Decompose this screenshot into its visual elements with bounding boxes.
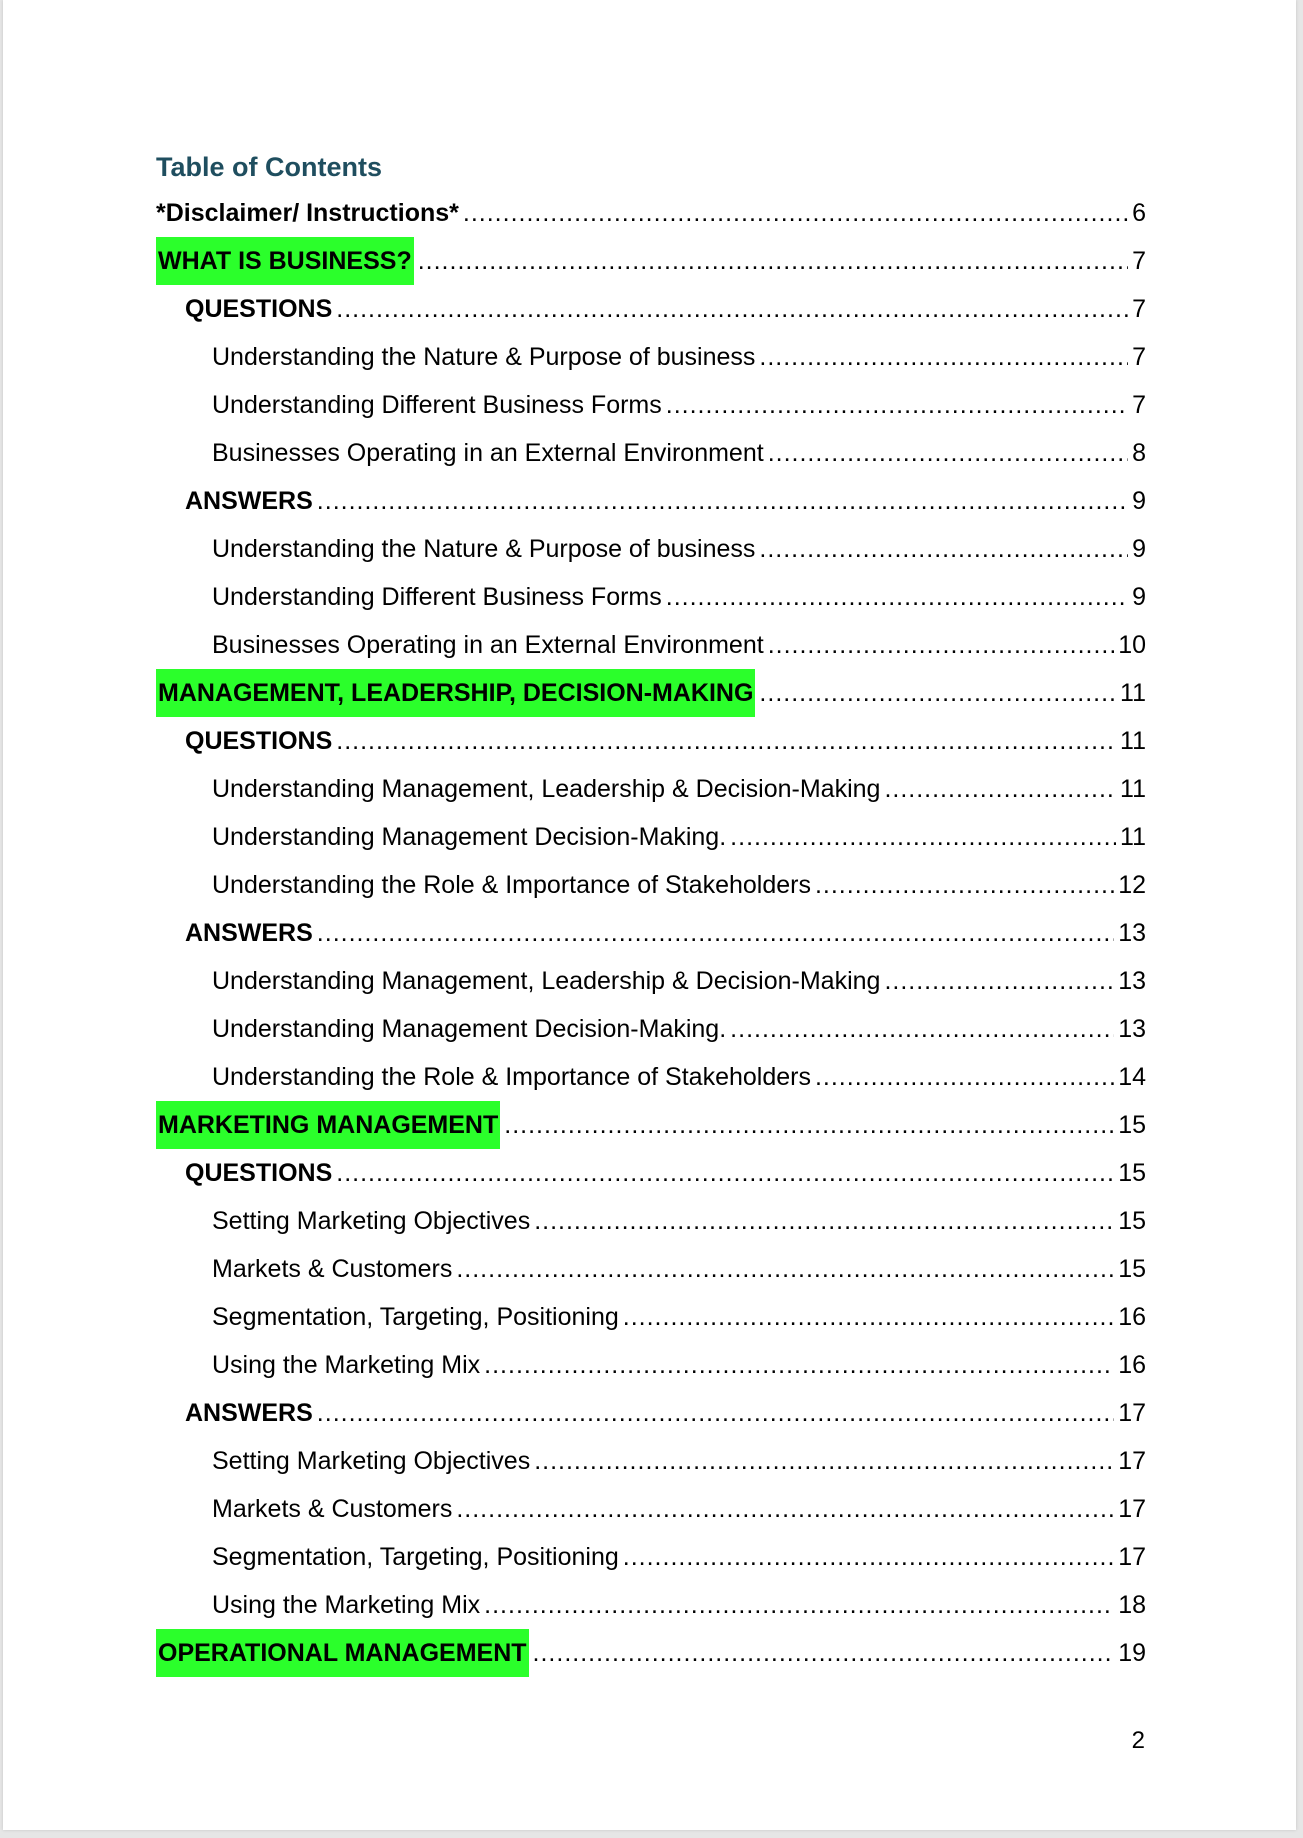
toc-entry[interactable] — [156, 1005, 1146, 1053]
toc-dot-leader — [418, 237, 1128, 285]
toc-entry-label: *Disclaimer/ Instructions* — [156, 199, 459, 227]
toc-dot-leader — [730, 813, 1116, 861]
toc-dot-leader — [730, 1005, 1114, 1053]
toc-entry[interactable] — [156, 717, 1146, 765]
toc-dot-leader — [768, 429, 1128, 477]
toc-dot-leader — [336, 717, 1116, 765]
toc-entry[interactable] — [156, 1341, 1146, 1389]
toc-dot-leader — [336, 1149, 1114, 1197]
toc-entry-page-number: 18 — [1118, 1591, 1146, 1619]
toc-entry[interactable] — [156, 765, 1146, 813]
toc-entry-label: Understanding Different Business Forms — [212, 391, 662, 419]
toc-entry-label: Segmentation, Targeting, Positioning — [212, 1303, 619, 1331]
toc-entry-label: MARKETING MANAGEMENT — [156, 1101, 500, 1149]
toc-entry-page-number: 7 — [1132, 247, 1146, 275]
toc-entry-page-number: 7 — [1132, 343, 1146, 371]
toc-entry-page-number: 9 — [1132, 487, 1146, 515]
toc-entry[interactable] — [156, 669, 1146, 717]
toc-list — [156, 189, 1146, 1677]
toc-dot-leader — [317, 909, 1114, 957]
toc-entry-label: ANSWERS — [185, 1399, 313, 1427]
toc-entry-label: OPERATIONAL MANAGEMENT — [156, 1629, 529, 1677]
toc-entry-label: Setting Marketing Objectives — [212, 1207, 531, 1235]
toc-dot-leader — [456, 1485, 1114, 1533]
toc-entry[interactable] — [156, 1197, 1146, 1245]
toc-entry-label: ANSWERS — [185, 919, 313, 947]
toc-entry[interactable] — [156, 381, 1146, 429]
toc-entry-page-number: 17 — [1118, 1399, 1146, 1427]
toc-dot-leader — [456, 1245, 1114, 1293]
toc-entry-label: Markets & Customers — [212, 1255, 453, 1283]
toc-entry[interactable] — [156, 1293, 1146, 1341]
toc-entry-page-number: 11 — [1120, 823, 1146, 851]
toc-entry-label: Businesses Operating in an External Environment — [212, 631, 764, 659]
toc-entry[interactable] — [156, 1101, 1146, 1149]
toc-dot-leader — [623, 1533, 1114, 1581]
toc-entry-page-number: 7 — [1132, 391, 1146, 419]
toc-entry[interactable] — [156, 429, 1146, 477]
toc-dot-leader — [815, 1053, 1114, 1101]
toc-entry-page-number: 12 — [1118, 871, 1146, 899]
toc-entry-label: Setting Marketing Objectives — [212, 1447, 531, 1475]
toc-entry-label: Understanding Management Decision-Making. — [212, 1015, 727, 1043]
toc-entry[interactable] — [156, 813, 1146, 861]
toc-entry-page-number: 14 — [1118, 1063, 1146, 1091]
toc-entry[interactable] — [156, 1437, 1146, 1485]
toc-entry[interactable] — [156, 333, 1146, 381]
toc-entry-label: ANSWERS — [185, 487, 313, 515]
toc-dot-leader — [815, 861, 1114, 909]
toc-entry-label: Using the Marketing Mix — [212, 1351, 481, 1379]
toc-entry[interactable] — [156, 237, 1146, 285]
toc-dot-leader — [759, 669, 1116, 717]
toc-dot-leader — [623, 1293, 1114, 1341]
toc-entry-page-number: 15 — [1118, 1159, 1146, 1187]
toc-dot-leader — [336, 285, 1128, 333]
toc-entry-label: Understanding Management Decision-Making. — [212, 823, 727, 851]
toc-entry[interactable] — [156, 573, 1146, 621]
toc-dot-leader — [533, 1629, 1115, 1677]
toc-dot-leader — [884, 957, 1114, 1005]
toc-entry-page-number: 10 — [1118, 631, 1146, 659]
toc-entry-page-number: 6 — [1132, 199, 1146, 227]
toc-dot-leader — [666, 573, 1128, 621]
page-number: 2 — [1131, 1727, 1145, 1754]
toc-dot-leader — [484, 1581, 1114, 1629]
toc-entry-label: Understanding Different Business Forms — [212, 583, 662, 611]
toc-entry-page-number: 17 — [1118, 1447, 1146, 1475]
toc-dot-leader — [759, 333, 1128, 381]
toc-entry-label: WHAT IS BUSINESS? — [156, 237, 414, 285]
toc-entry-label: Understanding Management, Leadership & Decision-Making — [212, 775, 881, 803]
toc-entry[interactable] — [156, 525, 1146, 573]
toc-dot-leader — [317, 477, 1128, 525]
toc-entry-page-number: 11 — [1120, 775, 1146, 803]
toc-entry-label: Markets & Customers — [212, 1495, 453, 1523]
toc-entry[interactable] — [156, 285, 1146, 333]
toc-entry[interactable] — [156, 477, 1146, 525]
toc-entry-page-number: 11 — [1120, 727, 1146, 755]
toc-dot-leader — [484, 1341, 1114, 1389]
toc-entry[interactable] — [156, 957, 1146, 1005]
toc-entry-page-number: 15 — [1118, 1255, 1146, 1283]
toc-dot-leader — [768, 621, 1115, 669]
toc-entry-label: Segmentation, Targeting, Positioning — [212, 1543, 619, 1571]
toc-entry-page-number: 17 — [1118, 1495, 1146, 1523]
toc-dot-leader — [463, 189, 1128, 237]
toc-entry[interactable] — [156, 1053, 1146, 1101]
toc-entry-label: QUESTIONS — [185, 1159, 333, 1187]
toc-entry-page-number: 7 — [1132, 295, 1146, 323]
toc-dot-leader — [534, 1437, 1114, 1485]
toc-entry-page-number: 8 — [1132, 439, 1146, 467]
toc-entry-page-number: 19 — [1118, 1639, 1146, 1667]
toc-entry[interactable] — [156, 1485, 1146, 1533]
toc-entry[interactable] — [156, 1389, 1146, 1437]
toc-entry-label: Understanding the Role & Importance of Stakeholders — [212, 871, 811, 899]
toc-entry-label: Understanding the Nature & Purpose of business — [212, 535, 756, 563]
toc-entry[interactable] — [156, 1533, 1146, 1581]
toc-title: Table of Contents — [156, 152, 382, 182]
toc-entry-label: MANAGEMENT, LEADERSHIP, DECISION-MAKING — [156, 669, 755, 717]
toc-entry-label: Understanding the Nature & Purpose of business — [212, 343, 756, 371]
toc-entry-page-number: 13 — [1118, 1015, 1146, 1043]
toc-entry-page-number: 13 — [1118, 967, 1146, 995]
toc-entry-page-number: 9 — [1132, 583, 1146, 611]
toc-entry[interactable] — [156, 909, 1146, 957]
toc-entry-label: Businesses Operating in an External Environment — [212, 439, 764, 467]
toc-entry[interactable] — [156, 1629, 1146, 1677]
toc-entry-label: QUESTIONS — [185, 727, 333, 755]
toc-entry-page-number: 15 — [1118, 1207, 1146, 1235]
toc-entry-page-number: 13 — [1118, 919, 1146, 947]
toc-entry-label: Understanding the Role & Importance of Stakeholders — [212, 1063, 811, 1091]
toc-entry[interactable] — [156, 1245, 1146, 1293]
toc-entry-label: Understanding Management, Leadership & Decision-Making — [212, 967, 881, 995]
toc-entry[interactable] — [156, 1581, 1146, 1629]
toc-dot-leader — [534, 1197, 1114, 1245]
toc-entry-page-number: 9 — [1132, 535, 1146, 563]
toc-entry-label: QUESTIONS — [185, 295, 333, 323]
toc-entry[interactable] — [156, 861, 1146, 909]
toc-entry-label: Using the Marketing Mix — [212, 1591, 481, 1619]
toc-entry[interactable] — [156, 621, 1146, 669]
toc-entry-page-number: 16 — [1118, 1303, 1146, 1331]
toc-dot-leader — [317, 1389, 1114, 1437]
toc-entry-page-number: 17 — [1118, 1543, 1146, 1571]
document-page — [3, 0, 1296, 1830]
toc-entry[interactable] — [156, 189, 1146, 237]
toc-entry-page-number: 15 — [1118, 1111, 1146, 1139]
toc-dot-leader — [504, 1101, 1114, 1149]
toc-dot-leader — [666, 381, 1128, 429]
toc-dot-leader — [884, 765, 1116, 813]
toc-dot-leader — [759, 525, 1128, 573]
toc-entry-page-number: 16 — [1118, 1351, 1146, 1379]
toc-entry-page-number: 11 — [1120, 679, 1146, 707]
toc-entry[interactable] — [156, 1149, 1146, 1197]
